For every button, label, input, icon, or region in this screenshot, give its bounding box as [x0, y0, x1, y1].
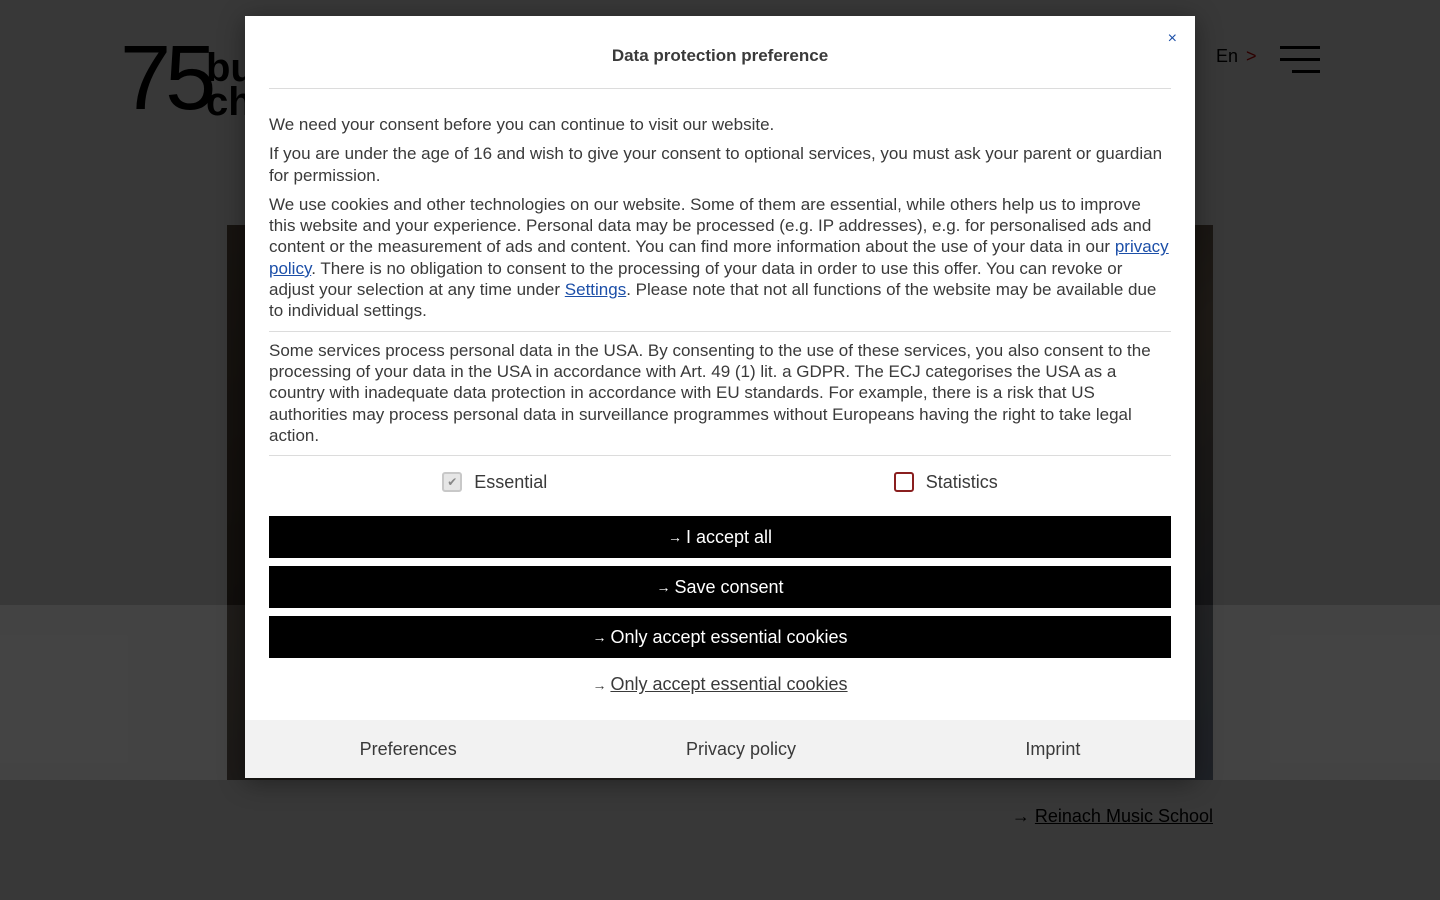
arrow-right-icon: →: [667, 529, 682, 546]
divider: [269, 331, 1171, 332]
close-icon[interactable]: ×: [1167, 30, 1177, 47]
privacy-policy-footer-link[interactable]: Privacy policy: [686, 738, 797, 759]
essential-only-link[interactable]: → Only accept essential cookies: [592, 674, 848, 695]
consent-dialog: [245, 16, 1195, 778]
dialog-title: Data protection preference: [611, 46, 829, 65]
imprint-link[interactable]: Imprint: [1025, 738, 1081, 759]
accept-all-button[interactable]: → I accept all: [269, 516, 1171, 558]
checkbox-empty-icon[interactable]: [894, 472, 914, 492]
arrow-right-icon: →: [656, 579, 671, 596]
dialog-footer: [245, 720, 1195, 778]
cookie-description-text: We use cookies and other technologies on our website. Some of them are essential, while others help us to improve this website and your experience. Personal data may be processed (e.g. IP addresses), e.g. for personalised ads and content or the measurement of ads and content. You can find more information about the use of your data in our privacy policy. There is no obligation to consent to the processing of your data in order to use this offer. You can revoke or adjust your selection at any time under Settings. Please note that not all functions of the website may be available due to individual settings.: [269, 194, 1169, 321]
essential-only-button[interactable]: → Only accept essential cookies: [269, 616, 1171, 658]
statistics-checkbox[interactable]: [894, 472, 998, 493]
divider: [269, 88, 1171, 89]
arrow-right-icon: →: [592, 677, 607, 694]
usa-notice-text: Some services process personal data in the USA. By consenting to the use of these services, you also consent to the processing of your data in the USA in accordance with Art. 49 (1) lit. a GDPR. The ECJ categorises the USA as a country with inadequate data protection in accordance with EU standards. For example, there is a risk that US authorities may process personal data in surveillance programmes without Europeans having the right to take legal action.: [269, 340, 1151, 445]
checkmark-icon: ✔: [442, 472, 462, 492]
save-consent-button[interactable]: → Save consent: [269, 566, 1171, 608]
arrow-right-icon: →: [592, 629, 607, 646]
preferences-link[interactable]: Preferences: [359, 738, 457, 759]
essential-checkbox: [442, 472, 547, 493]
consent-checkboxes: [269, 456, 1171, 508]
statistics-label: Statistics: [925, 471, 998, 492]
age-notice-text: If you are under the age of 16 and wish to give your consent to optional services, you must ask your parent or guardian for permission.: [269, 144, 1163, 185]
consent-intro-text: We need your consent before you can continue to visit our website.: [269, 115, 775, 134]
privacy-policy-link[interactable]: privacy policy: [269, 237, 1169, 278]
settings-link[interactable]: Settings: [564, 280, 627, 300]
essential-label: Essential: [474, 471, 548, 492]
